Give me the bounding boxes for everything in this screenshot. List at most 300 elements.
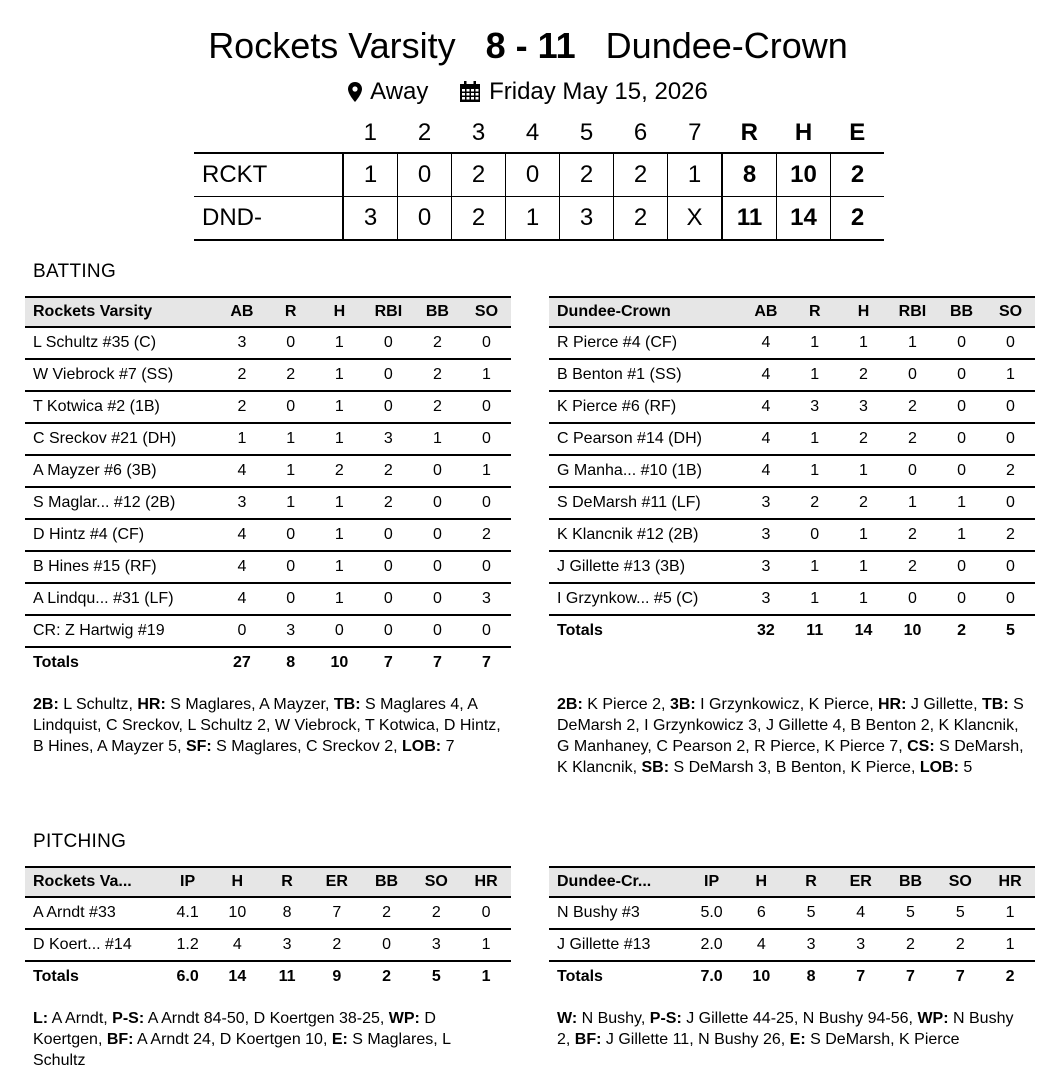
stat-value: 2 xyxy=(839,423,888,455)
linescore-team: RCKT xyxy=(194,153,343,197)
team-column-header: Dundee-Cr... xyxy=(549,867,687,897)
note-label: LOB: xyxy=(402,738,442,755)
batting-notes-home xyxy=(557,694,1027,778)
totals-value: 11 xyxy=(278,968,296,985)
pitching-table-away xyxy=(25,866,511,992)
stat-value: 2 xyxy=(888,391,937,423)
stat-value: 0 xyxy=(413,583,462,615)
stat-value: 4 xyxy=(741,391,790,423)
linescore-table xyxy=(194,114,884,241)
player-name: K Pierce #6 (RF) xyxy=(549,391,741,423)
stat-value: 2 xyxy=(217,391,266,423)
stat-value: 0 xyxy=(461,897,511,929)
stat-value: 1 xyxy=(839,519,888,551)
stat-value: 2 xyxy=(935,929,985,961)
stat-column-header: H xyxy=(839,297,888,327)
totals-value: 32 xyxy=(757,622,775,639)
player-row xyxy=(25,519,511,551)
player-row xyxy=(549,519,1035,551)
note-text: D Koertgen, xyxy=(33,1010,436,1048)
linescore-inning: 2 xyxy=(614,153,668,197)
stat-value: 0 xyxy=(986,327,1035,359)
note-label: P-S: xyxy=(649,1010,682,1027)
totals-value: 2 xyxy=(1005,968,1015,985)
stat-value: 2 xyxy=(413,359,462,391)
stat-value: 0 xyxy=(462,487,511,519)
stat-value: 2 xyxy=(362,897,412,929)
stat-value: 4 xyxy=(741,423,790,455)
stat-column-header: BB xyxy=(886,867,936,897)
stat-value: 2 xyxy=(986,519,1035,551)
player-row xyxy=(549,897,1035,929)
stat-value: 1 xyxy=(839,455,888,487)
note-label: 2B: xyxy=(33,696,59,713)
linescore-header: 3 xyxy=(471,119,486,146)
linescore-row-away xyxy=(194,153,884,197)
note-text: A Arndt 24, D Koertgen 10, xyxy=(133,1031,332,1048)
stat-value: 3 xyxy=(266,615,315,647)
linescore-inning: 0 xyxy=(506,153,560,197)
stat-value: 1 xyxy=(315,487,364,519)
note-text: S DeMarsh 3, B Benton, K Pierce, xyxy=(669,759,920,776)
player-name: D Koert... #14 xyxy=(25,929,163,961)
totals-value: 8 xyxy=(806,968,816,985)
calendar-icon xyxy=(459,81,481,103)
note-text: 5 xyxy=(958,759,973,776)
stat-value: 2 xyxy=(839,487,888,519)
player-row xyxy=(25,423,511,455)
stat-value: 0 xyxy=(217,615,266,647)
note-label: TB: xyxy=(333,696,361,713)
totals-value: 10 xyxy=(903,622,922,639)
player-row xyxy=(25,487,511,519)
player-name: T Kotwica #2 (1B) xyxy=(25,391,217,423)
stat-value: 0 xyxy=(362,929,412,961)
stat-value: 0 xyxy=(413,551,462,583)
stat-value: 1 xyxy=(839,583,888,615)
player-row xyxy=(549,359,1035,391)
note-text: J Gillette 44-25, N Bushy 94-56, xyxy=(681,1010,918,1027)
player-name: J Gillette #13 (3B) xyxy=(549,551,741,583)
stat-column-header: AB xyxy=(741,297,790,327)
stat-column-header: IP xyxy=(687,867,737,897)
linescore-inning: 2 xyxy=(452,153,506,197)
away-team-name: Rockets Varsity xyxy=(208,25,456,66)
totals-label: Totals xyxy=(33,968,79,985)
stat-value: 0 xyxy=(986,583,1035,615)
stat-value: 1 xyxy=(462,455,511,487)
stat-value: 1 xyxy=(790,327,839,359)
stat-value: 3 xyxy=(839,391,888,423)
linescore-hits: 10 xyxy=(777,153,831,197)
stat-value: 0 xyxy=(266,519,315,551)
totals-row xyxy=(25,647,511,678)
stat-value: 0 xyxy=(462,327,511,359)
stat-value: 8 xyxy=(262,897,312,929)
stat-value: 4 xyxy=(736,929,786,961)
note-label: HR: xyxy=(137,696,166,713)
stat-column-header: HR xyxy=(461,867,511,897)
player-name: C Pearson #14 (DH) xyxy=(549,423,741,455)
stat-value: 4 xyxy=(741,327,790,359)
linescore-inning: 0 xyxy=(398,197,452,241)
stat-value: 0 xyxy=(986,487,1035,519)
stat-column-header: HR xyxy=(985,867,1035,897)
stat-value: 5 xyxy=(935,897,985,929)
note-label: BF: xyxy=(574,1031,602,1048)
stat-value: 0 xyxy=(364,391,413,423)
stat-value: 1 xyxy=(985,929,1035,961)
stat-value: 1 xyxy=(937,487,986,519)
note-label: WP: xyxy=(388,1010,420,1027)
note-text: 7 xyxy=(441,738,455,755)
linescore-header-hits: H xyxy=(794,119,813,146)
map-pin-icon xyxy=(348,82,362,102)
batting-section-title: BATTING xyxy=(33,261,117,282)
stat-value: 3 xyxy=(364,423,413,455)
player-row xyxy=(549,391,1035,423)
totals-value: 5 xyxy=(1006,622,1015,639)
stat-value: 2 xyxy=(462,519,511,551)
stat-value: 0 xyxy=(413,519,462,551)
stat-value: 5.0 xyxy=(687,897,737,929)
player-row xyxy=(549,423,1035,455)
final-score: 8 - 11 xyxy=(485,25,576,66)
stat-column-header: RBI xyxy=(888,297,937,327)
note-text: J Gillette 11, N Bushy 26, xyxy=(601,1031,790,1048)
player-name: S DeMarsh #11 (LF) xyxy=(549,487,741,519)
stat-value: 0 xyxy=(462,391,511,423)
linescore-inning: X xyxy=(668,197,723,241)
note-text: S DeMarsh 2, I Grzynkowicz 3, J Gillette 4, B Benton 2, K Klancnik, G Manhaney, C Pearson 2, R Pierce, K Pierce 7, xyxy=(557,696,1024,755)
stat-value: 0 xyxy=(888,583,937,615)
player-row xyxy=(25,391,511,423)
stat-value: 1 xyxy=(266,455,315,487)
stat-value: 1 xyxy=(839,551,888,583)
stat-column-header: R xyxy=(262,867,312,897)
stat-value: 0 xyxy=(364,551,413,583)
stat-value: 4 xyxy=(741,359,790,391)
stat-value: 0 xyxy=(986,423,1035,455)
stat-value: 1 xyxy=(790,423,839,455)
date-info xyxy=(459,75,708,109)
linescore-header: 6 xyxy=(633,119,648,146)
stat-value: 1 xyxy=(986,359,1035,391)
player-name: A Lindqu... #31 (LF) xyxy=(25,583,217,615)
stat-value: 1 xyxy=(217,423,266,455)
date-text: Friday May 15, 2026 xyxy=(489,77,708,105)
player-row xyxy=(549,455,1035,487)
linescore-header: 5 xyxy=(579,119,594,146)
player-name: W Viebrock #7 (SS) xyxy=(25,359,217,391)
stats-header-row xyxy=(25,867,511,897)
stat-value: 4 xyxy=(217,519,266,551)
stat-value: 2 xyxy=(986,455,1035,487)
stat-value: 1 xyxy=(461,929,511,961)
stats-header-row xyxy=(549,867,1035,897)
player-name: B Hines #15 (RF) xyxy=(25,551,217,583)
stat-value: 1 xyxy=(315,391,364,423)
player-row xyxy=(549,551,1035,583)
stat-value: 1 xyxy=(266,487,315,519)
linescore-header: 4 xyxy=(525,119,540,146)
stat-value: 0 xyxy=(888,455,937,487)
stat-value: 1 xyxy=(315,327,364,359)
stat-value: 0 xyxy=(413,455,462,487)
stat-value: 1 xyxy=(315,551,364,583)
note-label: LOB: xyxy=(919,759,959,776)
note-text: S Maglares, C Sreckov 2, xyxy=(211,738,403,755)
stat-value: 2 xyxy=(413,327,462,359)
player-row xyxy=(25,615,511,647)
totals-value: 14 xyxy=(228,968,247,985)
player-row xyxy=(25,455,511,487)
team-column-header: Rockets Va... xyxy=(25,867,163,897)
stat-value: 0 xyxy=(888,359,937,391)
stat-value: 0 xyxy=(937,551,986,583)
stat-value: 0 xyxy=(937,327,986,359)
stat-value: 5 xyxy=(786,897,836,929)
stat-value: 10 xyxy=(212,897,262,929)
stat-value: 0 xyxy=(937,583,986,615)
note-label: 2B: xyxy=(557,696,583,713)
player-row xyxy=(549,487,1035,519)
linescore-inning: 2 xyxy=(560,153,614,197)
totals-value: 7 xyxy=(906,968,915,985)
note-text: J Gillette, xyxy=(906,696,982,713)
stat-column-header: BB xyxy=(937,297,986,327)
note-label: 3B: xyxy=(669,696,696,713)
team-column-header: Rockets Varsity xyxy=(25,297,217,327)
totals-value: 2 xyxy=(382,968,391,985)
stat-column-header: R xyxy=(790,297,839,327)
pitching-notes-away xyxy=(33,1008,503,1071)
totals-value: 6.0 xyxy=(176,968,199,985)
linescore-team: DND- xyxy=(194,197,343,241)
stat-value: 1 xyxy=(315,423,364,455)
note-text: S Maglares 4, A Lindquist, C Sreckov, L Schultz 2, W Viebrock, T Kotwica, D Hintz, B Hines, A Mayzer 5, xyxy=(33,696,501,755)
stat-value: 0 xyxy=(364,519,413,551)
stat-value: 3 xyxy=(217,487,266,519)
note-text: N Bushy, xyxy=(577,1010,650,1027)
totals-value: 8 xyxy=(286,654,296,671)
totals-value: 1 xyxy=(481,968,491,985)
stat-column-header: BB xyxy=(413,297,462,327)
player-name: S Maglar... #12 (2B) xyxy=(25,487,217,519)
linescore-inning: 2 xyxy=(452,197,506,241)
stat-value: 4.1 xyxy=(163,897,213,929)
player-row xyxy=(25,359,511,391)
note-label: E: xyxy=(331,1031,348,1048)
linescore-header-row xyxy=(194,114,884,153)
note-label: TB: xyxy=(982,696,1009,713)
note-label: SF: xyxy=(185,738,212,755)
stat-value: 1 xyxy=(985,897,1035,929)
player-row xyxy=(549,583,1035,615)
stat-value: 0 xyxy=(364,359,413,391)
game-title xyxy=(0,22,1056,70)
stat-value: 0 xyxy=(266,551,315,583)
stats-header-row xyxy=(25,297,511,327)
player-name: J Gillette #13 xyxy=(549,929,687,961)
stat-value: 2 xyxy=(364,455,413,487)
linescore-inning: 1 xyxy=(668,153,723,197)
linescore-inning: 1 xyxy=(506,197,560,241)
stat-value: 2 xyxy=(315,455,364,487)
stat-value: 4 xyxy=(212,929,262,961)
player-name: R Pierce #4 (CF) xyxy=(549,327,741,359)
player-name: CR: Z Hartwig #19 xyxy=(25,615,217,647)
totals-value: 7 xyxy=(856,968,866,985)
stat-column-header: R xyxy=(786,867,836,897)
stat-value: 2 xyxy=(888,423,937,455)
stat-value: 1 xyxy=(315,519,364,551)
stat-value: 1 xyxy=(413,423,462,455)
linescore-row-home xyxy=(194,197,884,241)
linescore-header: 1 xyxy=(363,119,377,146)
stat-value: 0 xyxy=(462,615,511,647)
stat-value: 0 xyxy=(364,583,413,615)
totals-value: 7 xyxy=(955,968,965,985)
stat-column-header: R xyxy=(266,297,315,327)
stat-value: 1 xyxy=(315,359,364,391)
stat-column-header: SO xyxy=(986,297,1035,327)
totals-value: 7 xyxy=(383,654,393,671)
stat-value: 3 xyxy=(411,929,461,961)
stat-value: 4 xyxy=(217,551,266,583)
pitching-notes-home xyxy=(557,1008,1027,1050)
stat-value: 1 xyxy=(266,423,315,455)
pitching-section-title: PITCHING xyxy=(33,831,127,852)
stat-value: 2 xyxy=(886,929,936,961)
stat-value: 1 xyxy=(839,327,888,359)
linescore-header-errors: E xyxy=(849,119,866,146)
batting-table-home xyxy=(549,296,1035,646)
stat-value: 2.0 xyxy=(687,929,737,961)
player-row xyxy=(25,551,511,583)
linescore-inning: 1 xyxy=(343,153,398,197)
stat-value: 1 xyxy=(790,551,839,583)
totals-value: 14 xyxy=(854,622,873,639)
note-label: W: xyxy=(557,1010,578,1027)
stat-value: 3 xyxy=(217,327,266,359)
stat-value: 6 xyxy=(736,897,786,929)
pitching-table-home xyxy=(549,866,1035,992)
stat-column-header: ER xyxy=(836,867,886,897)
player-name: B Benton #1 (SS) xyxy=(549,359,741,391)
totals-label: Totals xyxy=(557,622,603,639)
stat-value: 3 xyxy=(741,519,790,551)
stat-value: 0 xyxy=(986,391,1035,423)
stat-column-header: H xyxy=(315,297,364,327)
stat-value: 2 xyxy=(411,897,461,929)
stat-value: 1 xyxy=(937,519,986,551)
stat-value: 0 xyxy=(986,551,1035,583)
player-name: A Arndt #33 xyxy=(25,897,163,929)
note-text: K Pierce 2, xyxy=(582,696,670,713)
note-text: L Schultz, xyxy=(58,696,138,713)
location-info xyxy=(348,75,428,109)
linescore-runs: 11 xyxy=(722,197,777,241)
linescore-header-blank xyxy=(194,114,343,153)
stat-column-header: RBI xyxy=(364,297,413,327)
totals-label: Totals xyxy=(557,968,603,985)
stat-value: 1 xyxy=(888,487,937,519)
note-label: SB: xyxy=(641,759,670,776)
totals-value: 11 xyxy=(806,622,824,639)
stat-value: 4 xyxy=(217,455,266,487)
stat-value: 4 xyxy=(217,583,266,615)
batting-notes-away xyxy=(33,694,503,757)
stat-value: 7 xyxy=(312,897,362,929)
stat-value: 2 xyxy=(217,359,266,391)
stat-value: 3 xyxy=(741,551,790,583)
linescore-header: 7 xyxy=(688,119,702,146)
totals-value: 9 xyxy=(332,968,342,985)
stat-value: 3 xyxy=(741,487,790,519)
stat-value: 2 xyxy=(790,487,839,519)
stat-value: 0 xyxy=(364,327,413,359)
totals-value: 5 xyxy=(431,968,441,985)
stat-value: 0 xyxy=(413,615,462,647)
player-row xyxy=(25,897,511,929)
stat-value: 0 xyxy=(364,615,413,647)
linescore-inning: 2 xyxy=(614,197,668,241)
stat-value: 2 xyxy=(839,359,888,391)
stat-value: 3 xyxy=(836,929,886,961)
note-label: WP: xyxy=(917,1010,949,1027)
player-row xyxy=(549,327,1035,359)
stat-value: 0 xyxy=(937,455,986,487)
note-label: E: xyxy=(789,1031,806,1048)
stat-value: 0 xyxy=(937,359,986,391)
linescore-hits: 14 xyxy=(777,197,831,241)
game-meta xyxy=(0,74,1056,109)
note-text: S DeMarsh, K Pierce xyxy=(805,1031,960,1048)
stat-value: 3 xyxy=(462,583,511,615)
stat-value: 0 xyxy=(790,519,839,551)
stat-value: 0 xyxy=(937,391,986,423)
linescore-runs: 8 xyxy=(722,153,777,197)
linescore-errors: 2 xyxy=(831,153,885,197)
note-label: P-S: xyxy=(112,1010,145,1027)
stat-value: 1 xyxy=(790,455,839,487)
player-row xyxy=(25,583,511,615)
batting-table-away xyxy=(25,296,511,678)
linescore-header-runs: R xyxy=(740,119,758,146)
stat-value: 1.2 xyxy=(163,929,213,961)
stat-column-header: SO xyxy=(462,297,511,327)
stat-value: 2 xyxy=(888,519,937,551)
stat-value: 2 xyxy=(312,929,362,961)
stat-column-header: H xyxy=(736,867,786,897)
stat-value: 0 xyxy=(462,423,511,455)
stat-column-header: SO xyxy=(411,867,461,897)
stat-value: 3 xyxy=(786,929,836,961)
stat-value: 2 xyxy=(888,551,937,583)
linescore-inning: 0 xyxy=(398,153,452,197)
stats-header-row xyxy=(549,297,1035,327)
stat-value: 0 xyxy=(315,615,364,647)
totals-value: 10 xyxy=(752,968,771,985)
note-label: CS: xyxy=(907,738,935,755)
player-name: K Klancnik #12 (2B) xyxy=(549,519,741,551)
totals-label: Totals xyxy=(33,654,79,671)
note-text: N Bushy 2, xyxy=(557,1010,1014,1048)
stat-column-header: ER xyxy=(312,867,362,897)
stat-value: 0 xyxy=(266,583,315,615)
stat-value: 0 xyxy=(462,551,511,583)
